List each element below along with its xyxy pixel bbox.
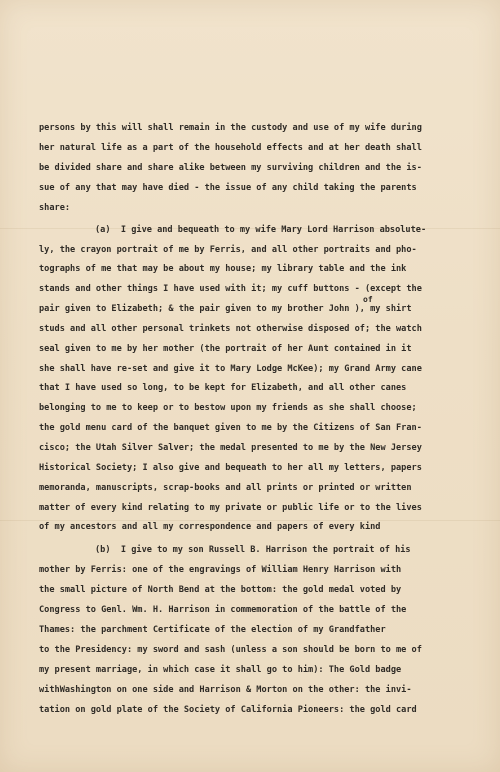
text-line: share: (39, 203, 71, 213)
text-line: cisco; the Utah Silver Salver; the medal presented to me by the New Jersey (39, 443, 422, 453)
interlinear-insertion: of (363, 295, 373, 304)
text-line: persons by this will shall remain in the custody and use of my wife during (39, 123, 422, 133)
text-line: studs and all other personal trinkets not otherwise disposed of; the watch (39, 324, 422, 334)
text-line: belonging to me to keep or to bestow upon my friends as she shall choose; (39, 403, 417, 413)
text-line: mother by Ferris: one of the engravings of William Henry Harrison with (39, 565, 402, 575)
text-line: memoranda, manuscripts, scrap-books and all prints or printed or written (39, 483, 412, 493)
text-line: pair given to Elizabeth; & the pair given to my brother John ), my shirt (39, 304, 412, 314)
text-line: that I have used so long, to be kept for Elizabeth, and all other canes (39, 383, 407, 393)
text-line: withWashington on one side and Harrison & Morton on the other: the invi- (39, 685, 412, 695)
text-line: be divided share and share alike between my surviving children and the is- (39, 163, 422, 173)
text-line: Historical Society; I also give and bequeath to her all my letters, papers (39, 463, 422, 473)
text-line: she shall have re-set and give it to Mary Lodge McKee); my Grand Army cane (39, 364, 422, 374)
text-line: tographs of me that may be about my house; my library table and the ink (39, 264, 407, 274)
text-line: the small picture of North Bend at the bottom: the gold medal voted by (39, 585, 402, 595)
text-line: of my ancestors and all my correspondence and papers of every kind (39, 522, 381, 532)
text-line: sue of any that may have died - the issue of any child taking the parents (39, 183, 417, 193)
paragraph-a-first-line: (a) I give and bequeath to my wife Mary Lord Harrison absolute- (95, 225, 427, 235)
text-line: Thames: the parchment Certificate of the election of my Grandfather (39, 625, 386, 635)
text-line: tation on gold plate of the Society of California Pioneers: the gold card (39, 705, 417, 715)
text-line: matter of every kind relating to my private or public life or to the lives (39, 503, 422, 513)
text-line: her natural life as a part of the household effects and at her death shall (39, 143, 422, 153)
text-line: stands and other things I have used with it; my cuff buttons - (except the (39, 284, 422, 294)
text-line: ly, the crayon portrait of me by Ferris, and all other portraits and pho- (39, 245, 417, 255)
paragraph-b-first-line: (b) I give to my son Russell B. Harrison the portrait of his (95, 545, 411, 555)
text-line: my present marriage, in which case it shall go to him): The Gold badge (39, 665, 402, 675)
text-line: to the Presidency: my sword and sash (unless a son should be born to me of (39, 645, 422, 655)
text-line: Congress to Genl. Wm. H. Harrison in commemoration of the battle of the (39, 605, 407, 615)
text-line: the gold menu card of the banquet given to me by the Citizens of San Fran- (39, 423, 422, 433)
text-line: seal given to me by her mother (the portrait of her Aunt contained in it (39, 344, 412, 354)
